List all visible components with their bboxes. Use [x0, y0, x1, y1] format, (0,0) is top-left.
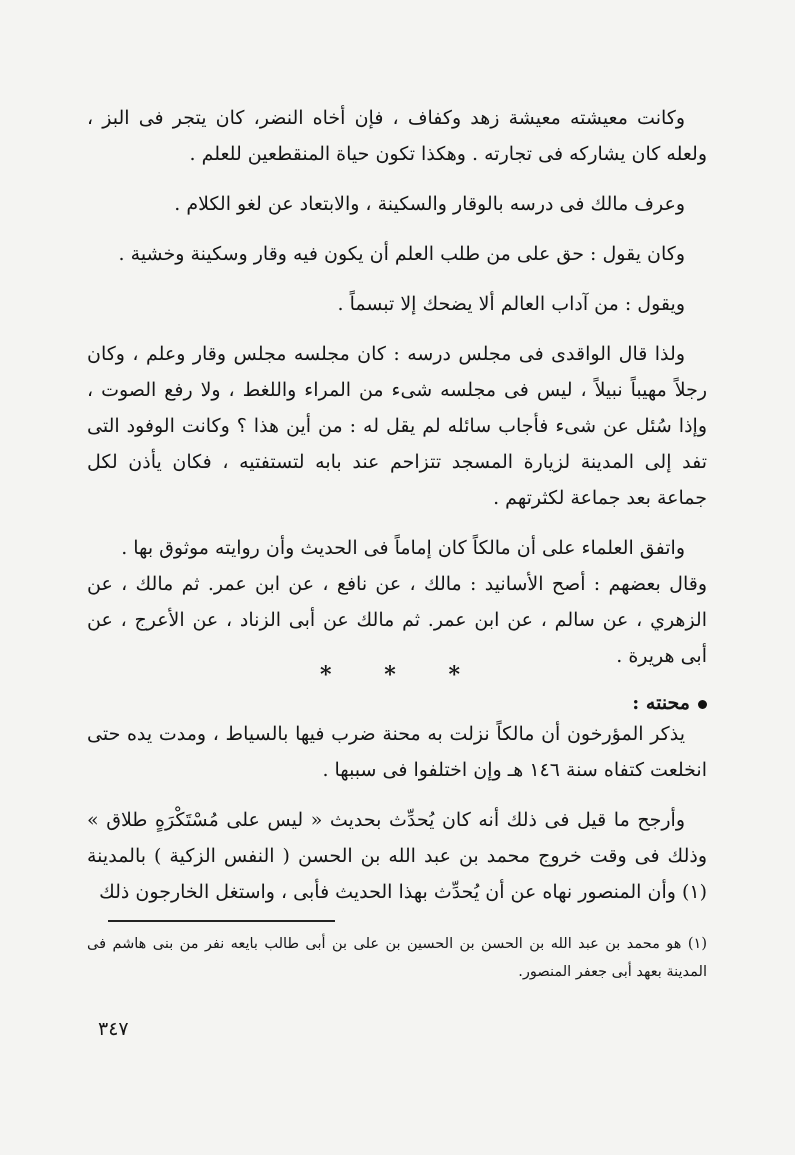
paragraph-saying-dignity: وكان يقول : حق على من طلب العلم أن يكون فيه وقار وسكينة وخشية . — [118, 243, 685, 265]
paragraph-saying-smile: ويقول : من آداب العالم ألا يضحك إلا تبسماً . — [337, 293, 685, 315]
separator-star: * — [384, 662, 396, 688]
paragraph-ordeal: يذكر المؤرخون أن مالكاً نزلت به محنة ضرب فيها بالسياط ، ومدت يده حتى انخلعت كتفاه سنة ١٤٦ هـ وإن اختلفوا فى سببها . — [87, 723, 707, 781]
separator-star: * — [320, 662, 332, 688]
section-heading-label: محنته : — [632, 692, 690, 714]
page-number: ٣٤٧ — [98, 1018, 129, 1040]
body-text-upper — [87, 100, 707, 674]
paragraph-waqidi: ولذا قال الواقدى فى مجلس درسه : كان مجلسه مجلس وقار وعلم ، وكان رجلاً مهيباً نبيلاً ، ليس فى مجلسه شىء من المراء واللغط ، ولا رفع الصوت ، وإذا سُئل عن شىء فأجاب سائله لم يقل له : من أين هذا ؟ وكانت الوفود التى تفد إلى المدينة لزيارة المسجد تتزاحم عند بابه لتستفتيه ، فكان يأذن لكل جماعة بعد جماعة لكثرتهم . — [87, 343, 707, 509]
paragraph-scholars-agree: واتفق العلماء على أن مالكاً كان إماماً فى الحديث وأن روايته موثوق بها . — [121, 537, 685, 559]
footnote — [87, 930, 707, 986]
section-heading — [632, 688, 707, 718]
paragraph-isnad: وقال بعضهم : أصح الأسانيد : مالك ، عن نافع ، عن ابن عمر. ثم مالك ، عن الزهري ، عن سالم ، عن ابن عمر. ثم مالك عن أبى الزناد ، عن الأعرج ، عن أبى هريرة . — [87, 573, 707, 667]
paragraph-livelihood: وكانت معيشته معيشة زهد وكفاف ، فإن أخاه النضر، كان يتجر فى البز ، ولعله كان يشاركه فى تجارته . وهكذا تكون حياة المنقطعين للعلم . — [87, 107, 707, 165]
section-separator — [320, 662, 460, 688]
paragraph-teaching-manner: وعرف مالك فى درسه بالوقار والسكينة ، والابتعاد عن لغو الكلام . — [174, 193, 685, 215]
body-text-lower — [87, 716, 707, 910]
separator-star: * — [448, 662, 460, 688]
footnote-text: (١) هو محمد بن عبد الله بن الحسن بن الحسين بن على بن أبى طالب بايعه نفر من بنى هاشم فى المدينة بعهد أبى جعفر المنصور. — [87, 936, 707, 980]
bullet-icon — [698, 700, 707, 709]
paragraph-hadith-reason: وأرجح ما قيل فى ذلك أنه كان يُحدِّث بحديث « ليس على مُسْتَكْرَهٍ طلاق » وذلك فى وقت خروج محمد بن عبد الله بن الحسن ( النفس الزكية ) بالمدينة (١) وأن المنصور نهاه عن أن يُحدِّث بهذا الحديث فأبى ، واستغل الخارجون ذلك — [87, 809, 707, 903]
footnote-divider — [108, 920, 335, 922]
